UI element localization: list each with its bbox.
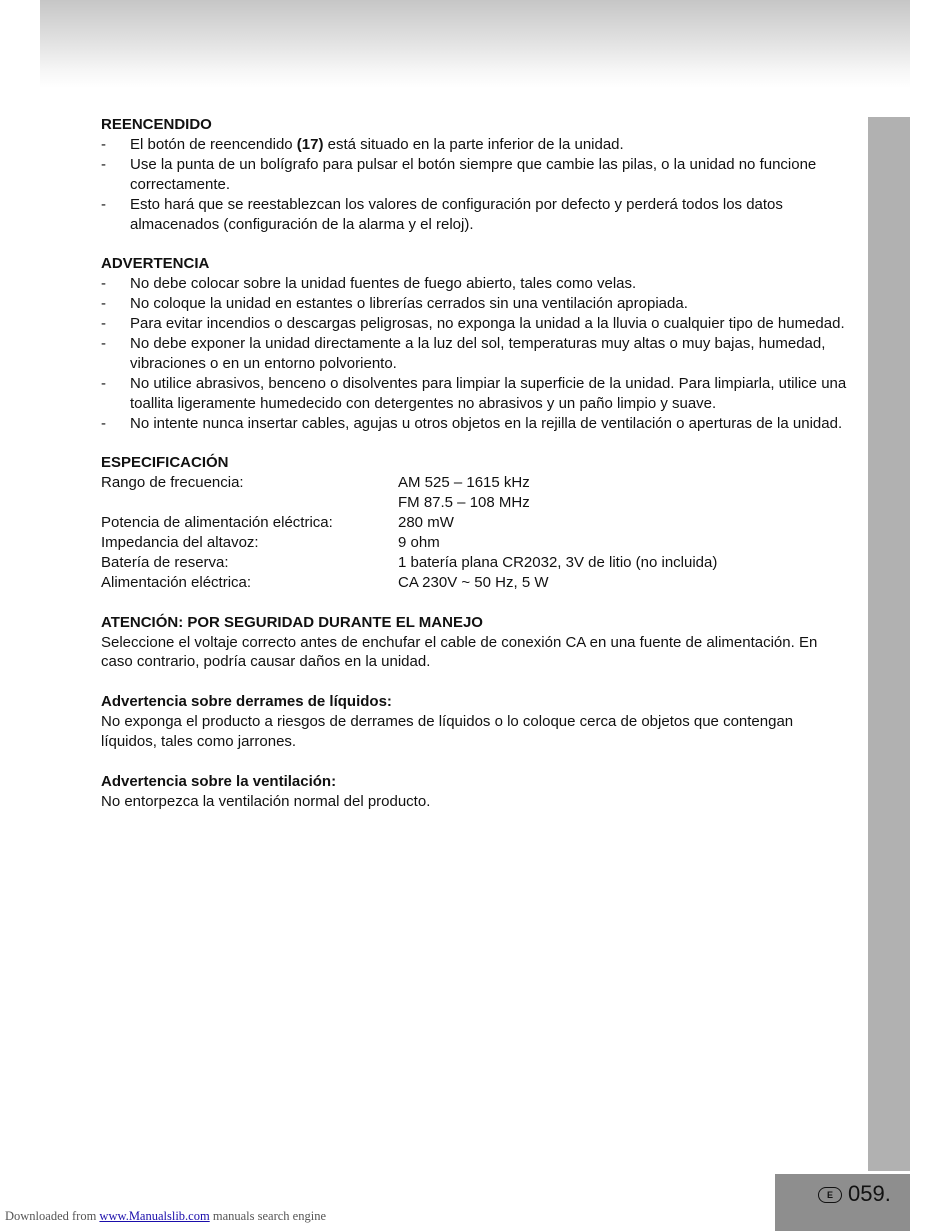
spec-label: Batería de reserva: — [101, 553, 229, 571]
list-item — [101, 314, 851, 334]
section-title-reencendido: REENCENDIDO — [101, 116, 212, 133]
bullet-dash: - — [101, 414, 106, 432]
list-item — [101, 274, 851, 294]
spec-row — [101, 473, 851, 493]
item-text: Para evitar incendios o descargas peligrosas, no exponga la unidad a la lluvia o cualquier tipo de humedad. — [130, 315, 845, 333]
section-title-ventilacion: Advertencia sobre la ventilación: — [101, 772, 337, 790]
list-item — [101, 374, 851, 414]
spec-label — [101, 493, 398, 513]
spec-value: FM 87.5 – 108 MHz — [398, 494, 530, 512]
item-text: está situado en la parte inferior de la unidad. — [323, 135, 624, 153]
bullet-dash: - — [101, 135, 106, 153]
section-title-derrames: Advertencia sobre derrames de líquidos: — [101, 693, 392, 711]
list-item — [101, 195, 851, 235]
item-text: No coloque la unidad en estantes o librerías cerrados sin una ventilación apropiada. — [130, 295, 688, 313]
footer-suffix: manuals search engine — [209, 1209, 326, 1223]
language-badge: E — [818, 1187, 842, 1203]
spec-row — [101, 573, 851, 593]
document-body — [101, 115, 851, 812]
spec-value: 9 ohm — [398, 534, 440, 551]
spec-value: AM 525 – 1615 kHz — [398, 474, 530, 492]
item-text: No intente nunca insertar cables, agujas u otros objetos en la rejilla de ventilación o aperturas de la unidad. — [130, 414, 843, 432]
section-title-atencion: ATENCIÓN: POR SEGURIDAD DURANTE EL MANEJO — [101, 613, 483, 631]
item-text: No utilice abrasivos, benceno o disolventes para limpiar la superficie de la unidad. Para limpiarla, utilice una toallita ligeramente humedecido con detergentes no abrasivos y un paño limpio y suave. — [130, 374, 847, 412]
paragraph: No entorpezca la ventilación normal del producto. — [101, 792, 431, 810]
bullet-dash: - — [101, 374, 106, 392]
list-item — [101, 414, 851, 434]
item-text: Use la punta de un bolígrafo para pulsar el botón siempre que cambie las pilas, o la unidad no funcione correctamente. — [130, 155, 817, 193]
section-title-advertencia: ADVERTENCIA — [101, 255, 210, 273]
spec-label: Potencia de alimentación eléctrica: — [101, 514, 333, 532]
spec-label: Impedancia del altavoz: — [101, 534, 259, 551]
spec-label: Rango de frecuencia: — [101, 474, 244, 492]
bullet-dash: - — [101, 155, 106, 173]
bullet-dash: - — [101, 195, 106, 213]
page-number: 059. — [848, 1181, 891, 1206]
list-item — [101, 334, 851, 374]
spec-row — [101, 513, 851, 533]
side-tab-bar — [868, 117, 910, 1171]
item-text: No debe colocar sobre la unidad fuentes de fuego abierto, tales como velas. — [130, 275, 637, 293]
item-text: El botón de reencendido — [130, 135, 297, 153]
spec-value: 280 mW — [398, 514, 454, 532]
bullet-dash: - — [101, 334, 106, 352]
list-item — [101, 135, 851, 155]
paragraph: No exponga el producto a riesgos de derrames de líquidos o lo coloque cerca de objetos que contengan líquidos, tales como jarrones. — [101, 713, 794, 751]
spec-label: Alimentación eléctrica: — [101, 573, 252, 591]
spec-value: CA 230V ~ 50 Hz, 5 W — [398, 573, 549, 591]
item-text: No debe exponer la unidad directamente a la luz del sol, temperaturas muy altas o muy bajas, humedad, vibraciones o en un entorno polvoriento. — [130, 334, 826, 372]
item-text: Esto hará que se reestablezcan los valores de configuración por defecto y perderá todos los datos almacenados (configuración de la alarma y el reloj). — [130, 195, 783, 233]
list-item — [101, 155, 851, 195]
bullet-dash: - — [101, 295, 106, 313]
manualslib-link[interactable]: www.Manualslib.com — [99, 1209, 210, 1223]
paragraph: Seleccione el voltaje correcto antes de enchufar el cable de conexión CA en una fuente de alimentación. En caso contrario, podría causar daños en la unidad. — [101, 633, 818, 671]
section-title-especificacion: ESPECIFICACIÓN — [101, 454, 229, 472]
spec-row — [101, 493, 851, 513]
spec-row — [101, 533, 851, 553]
bullet-dash: - — [101, 275, 106, 293]
header-gradient-band — [40, 0, 910, 88]
bullet-dash: - — [101, 315, 106, 333]
item-bold-ref: (17) — [296, 135, 324, 153]
spec-row — [101, 553, 851, 573]
list-item — [101, 294, 851, 314]
spec-value: 1 batería plana CR2032, 3V de litio (no incluida) — [398, 553, 718, 571]
footer-prefix: Downloaded from — [5, 1209, 100, 1223]
footer-download-note — [5, 1209, 326, 1224]
